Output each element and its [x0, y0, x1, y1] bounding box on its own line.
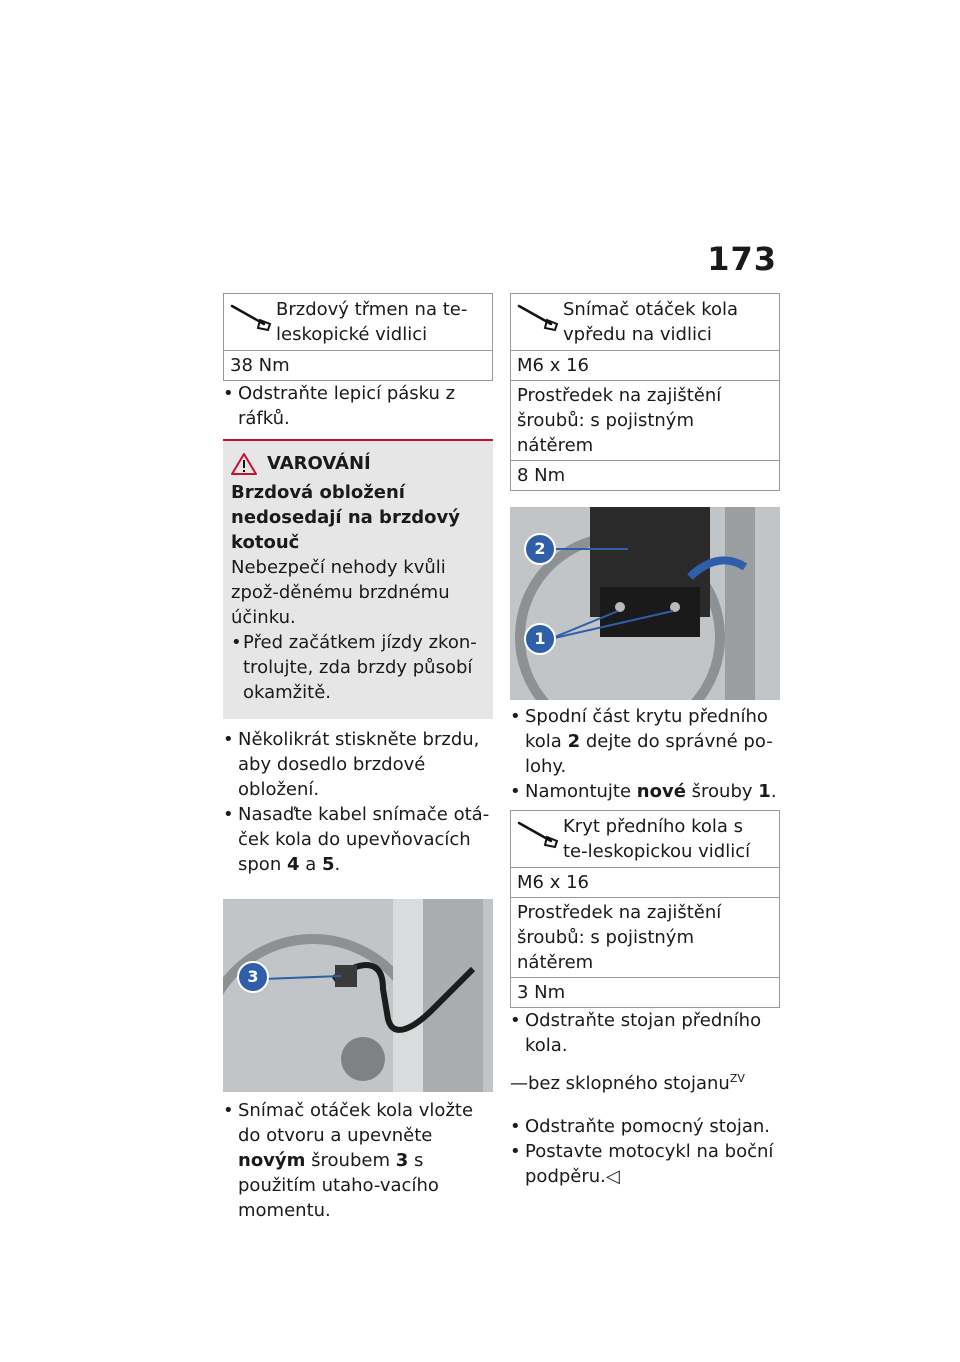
photo-marker-2: 2: [524, 533, 556, 565]
bullet-position-fender: • Spodní část krytu předního kola 2 dejte do správné po-lohy.: [510, 704, 780, 779]
warning-box: [223, 439, 493, 719]
wrench-icon: [230, 302, 272, 332]
bullet-remove-aux-stand: • Odstraňte pomocný stojan.: [510, 1114, 780, 1139]
end-mark-icon: ◁: [605, 1166, 620, 1187]
warning-heading: Brzdová obložení nedosedají na brzdový kotouč: [231, 482, 461, 553]
spec-title: Kryt předního kola s te-leskopickou vidlicí: [563, 816, 751, 862]
page-number: 173: [707, 240, 777, 278]
spec-locking: Prostředek na zajištění šroubů: s pojistným nátěrem: [510, 381, 780, 461]
right-column: [510, 293, 780, 1189]
warning-item: • Před začátkem jízdy zkon-trolujte, zda brzdy působí okamžitě.: [231, 630, 485, 705]
bullet-remove-front-stand: • Odstraňte stojan předního kola.: [510, 1008, 780, 1058]
bullet-side-stand: • Postavte motocykl na boční podpěru.◁: [510, 1139, 780, 1189]
fork-sensor-illustration: [223, 899, 493, 1092]
spec-torque: 38 Nm: [223, 351, 493, 381]
spec-table-speed-sensor: [510, 293, 780, 491]
spec-size: M6 x 16: [510, 868, 780, 898]
bullet-install-screws: • Namontujte nové šrouby 1.: [510, 779, 780, 804]
photo-fender-mount: [510, 507, 780, 700]
bullet-press-brake: • Několikrát stiskněte brzdu, aby dosedlo brzdové obložení.: [223, 727, 493, 802]
spec-locking: Prostředek na zajištění šroubů: s pojistným nátěrem: [510, 898, 780, 978]
warning-text: Nebezpečí nehody kvůli zpož-děnému brzdnému účinku.: [231, 557, 450, 628]
spec-title: Brzdový třmen na te-leskopické vidlici: [276, 299, 468, 345]
photo-marker-1: 1: [524, 623, 556, 655]
condition-note: —bez sklopného stojanu$^{ZV}$: [510, 1072, 745, 1094]
photo-sensor-cable: [223, 899, 493, 1092]
spec-table-fender: [510, 810, 780, 1008]
spec-table-brake-caliper: [223, 293, 493, 381]
spec-title: Snímač otáček kola vpředu na vidlici: [563, 299, 739, 345]
bullet-insert-sensor: • Snímač otáček kola vložte do otvoru a upevněte novým šroubem 3 s použitím utaho-vacího momentu.: [223, 1098, 493, 1223]
warning-title: VAROVÁNÍ: [267, 453, 371, 474]
spec-torque: 8 Nm: [510, 461, 780, 491]
wrench-icon: [517, 819, 559, 849]
warning-triangle-icon: [231, 452, 257, 476]
spec-torque: 3 Nm: [510, 978, 780, 1008]
photo-marker-3: 3: [237, 961, 269, 993]
spec-size: M6 x 16: [510, 351, 780, 381]
left-column: [223, 293, 493, 1223]
wrench-icon: [517, 302, 559, 332]
bullet-cable-clips: • Nasaďte kabel snímače otá-ček kola do upevňovacích spon 4 a 5.: [223, 802, 493, 877]
bullet-remove-tape: • Odstraňte lepicí pásku z ráfků.: [223, 381, 493, 431]
